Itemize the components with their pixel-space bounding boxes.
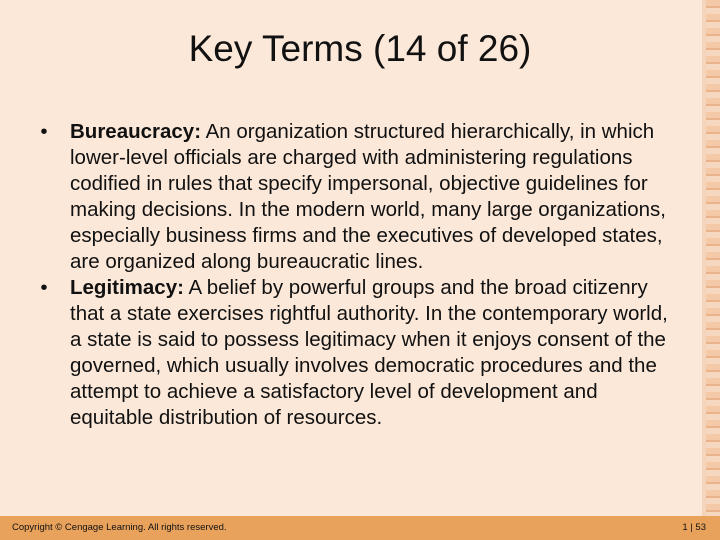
term-legitimacy: Legitimacy: bbox=[70, 276, 184, 299]
bullet-item-bureaucracy bbox=[34, 119, 684, 275]
definition-bureaucracy: An organization structured hierarchically, in which lower-level officials are charged with administering regulations codified in rules that specify impersonal, objective guidelines for making decisions. In the modern world, many large organizations, especially business firms and the executives of developed states, are organized along bureaucratic lines. bbox=[70, 120, 666, 273]
slide-title: Key Terms (14 of 26) bbox=[188, 28, 532, 69]
decorative-edge-strip bbox=[706, 0, 720, 516]
definition-legitimacy: A belief by powerful groups and the broad citizenry that a state exercises rightful authority. In the contemporary world, a state is said to possess legitimacy when it enjoys consent of the governed, which usually involves democratic procedures and the attempt to achieve a satisfactory level of development and equitable distribution of resources. bbox=[70, 276, 668, 429]
bullet-marker: • bbox=[40, 120, 48, 143]
copyright-notice: Copyright © Cengage Learning. All rights reserved. bbox=[12, 522, 227, 533]
slide-content bbox=[34, 119, 684, 431]
bullet-marker: • bbox=[40, 276, 48, 299]
footer-bar bbox=[0, 516, 720, 540]
page-number: 1 | 53 bbox=[682, 522, 706, 533]
bullet-item-legitimacy bbox=[34, 275, 684, 431]
term-bureaucracy: Bureaucracy: bbox=[70, 120, 202, 143]
